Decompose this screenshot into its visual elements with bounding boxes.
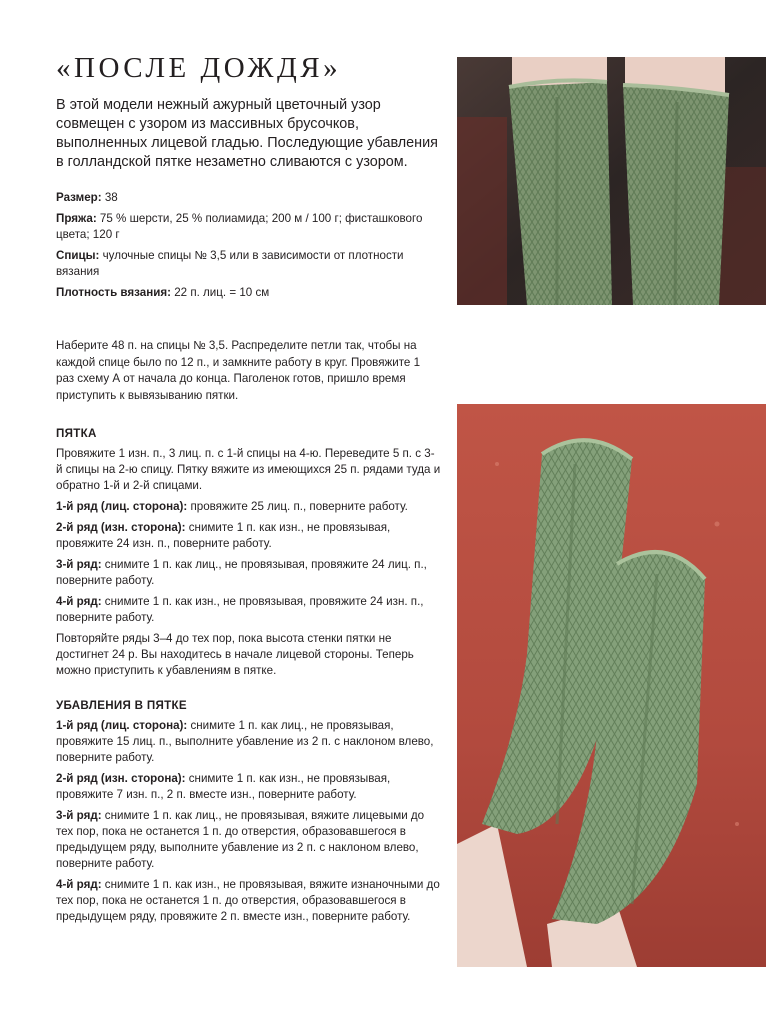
instruction-row (56, 718, 441, 766)
spec-label: Размер: (56, 191, 102, 204)
spec-yarn (56, 211, 436, 243)
photo-socks-feet (457, 404, 766, 967)
spec-size (56, 190, 436, 206)
heel-section (56, 427, 441, 684)
row-text: снимите 1 п. как изн., не провязывая, провяжите 7 изн. п., 2 п. вместе изн., поверните работу. (56, 772, 391, 801)
section-heading: ПЯТКА (56, 427, 97, 440)
spec-value: 38 (101, 191, 118, 204)
photo-socks-standing (457, 57, 766, 305)
instruction-row (56, 557, 441, 589)
instruction-row (56, 499, 441, 515)
instruction-row (56, 877, 441, 925)
spec-gauge (56, 285, 436, 301)
instruction-row (56, 771, 441, 803)
spec-value: 22 п. лиц. = 10 см (170, 286, 270, 299)
row-label: 2-й ряд (изн. сторона): (56, 521, 186, 534)
photo-socks-standing-image (457, 57, 766, 305)
row-text: снимите 1 п. как изн., не провязывая, вяжите изнаночными до тех пор, пока не останется 1 п. до отверстия, образовавшегося в предыдущем ряду, провяжите 2 п. вместе изн., поверните работу. (56, 878, 440, 923)
row-text: провяжите 25 лиц. п., поверните работу. (187, 500, 408, 513)
heel-decreases-section (56, 699, 441, 930)
instruction-row (56, 594, 441, 626)
row-text: снимите 1 п. как изн., не провязывая, провяжите 24 изн. п., поверните работу. (56, 595, 424, 624)
row-text: снимите 1 п. как лиц., не провязывая, провяжите 15 лиц. п., выполните убавление из 2 п. с наклоном влево, поверните работу. (56, 719, 434, 764)
cast-on-paragraph: Наберите 48 п. на спицы № 3,5. Распределите петли так, чтобы на каждой спице было по 12 п., и замкните работу в круг. Провяжите 1 раз схему А от начала до конца. Паголенок готов, пришло время приступить к вывязыванию пятки. (56, 339, 421, 402)
row-label: 1-й ряд (лиц. сторона): (56, 719, 188, 732)
instruction-row (56, 808, 441, 872)
spec-needles (56, 248, 436, 280)
row-label: 1-й ряд (лиц. сторона): (56, 500, 188, 513)
section-heading: УБАВЛЕНИЯ В ПЯТКЕ (56, 699, 187, 712)
spec-value: чулочные спицы № 3,5 или в зависимости от плотности вязания (56, 249, 404, 278)
instruction-row (56, 520, 441, 552)
heel-outro: Повторяйте ряды 3–4 до тех пор, пока высота стенки пятки не достигнет 24 р. Вы находитесь в начале лицевой стороны. Теперь можно приступить к убавлениям в пятке. (56, 632, 414, 677)
row-text: снимите 1 п. как изн., не провязывая, провяжите 24 изн. п., поверните работу. (56, 521, 391, 550)
intro-paragraph: В этой модели нежный ажурный цветочный узор совмещен с узором из массивных брусочков, выполненных лицевой гладью. Последующие убавления в голландской пятке незаметно сливаются с узором. (56, 97, 438, 170)
row-label: 3-й ряд: (56, 809, 102, 822)
spec-label: Плотность вязания: (56, 286, 171, 299)
heel-intro: Провяжите 1 изн. п., 3 лиц. п. с 1-й спицы на 4-ю. Переведите 5 п. с 3-й спицы на 2-ю спицу. Пятку вяжите из имеющихся 25 п. рядами туда и обратно 1-й и 2-й спицами. (56, 447, 441, 492)
row-label: 4-й ряд: (56, 878, 102, 891)
row-label: 2-й ряд (изн. сторона): (56, 772, 186, 785)
row-label: 4-й ряд: (56, 595, 102, 608)
row-text: снимите 1 п. как лиц., не провязывая, провяжите 24 лиц. п., поверните работу. (56, 558, 427, 587)
spec-label: Спицы: (56, 249, 100, 262)
spec-label: Пряжа: (56, 212, 97, 225)
spec-value: 75 % шерсти, 25 % полиамида; 200 м / 100 г; фисташкового цвета; 120 г (56, 212, 423, 241)
row-text: снимите 1 п. как лиц., не провязывая, вяжите лицевыми до тех пор, пока не останется 1 п. до отверстия, образовавшегося в предыдущем ряду, выполните убавление из 2 п. с наклоном влево, поверните работу. (56, 809, 425, 870)
page-title: «ПОСЛЕ ДОЖДЯ» (56, 52, 342, 84)
row-label: 3-й ряд: (56, 558, 102, 571)
photo-socks-feet-image (457, 404, 766, 967)
specs-block (56, 190, 436, 306)
